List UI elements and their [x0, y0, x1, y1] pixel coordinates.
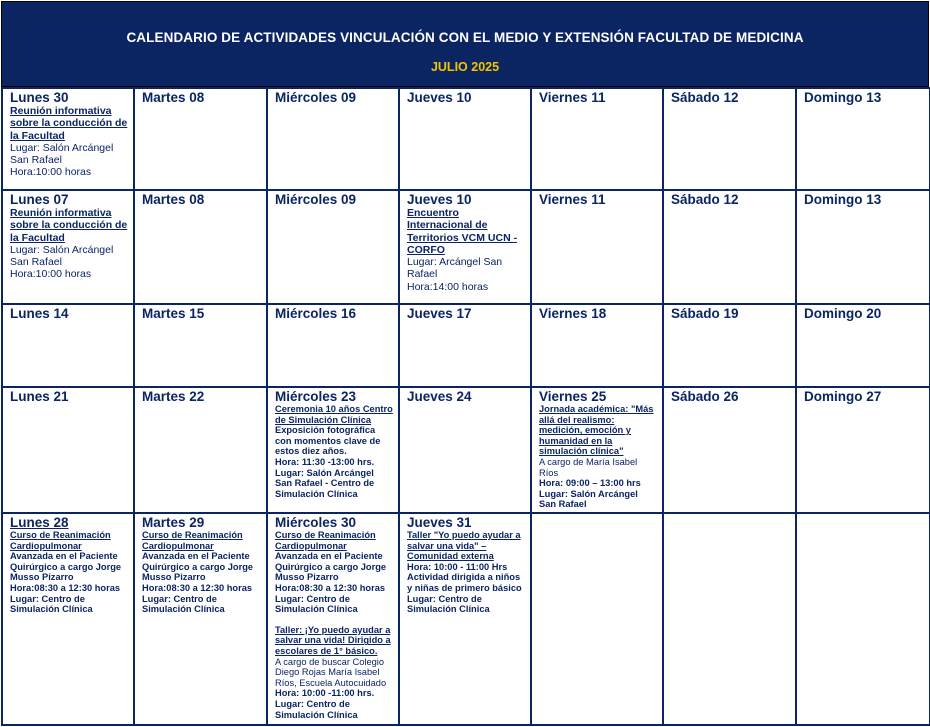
event-location: Lugar: Centro de Simulación Clínica	[142, 593, 225, 615]
day-label: Jueves 24	[407, 389, 472, 404]
event-time: Hora:14:00 horas	[407, 280, 489, 293]
day-cell	[796, 190, 930, 304]
event-description: Exposición fotográfica con momentos clave de estos diez años.	[275, 425, 381, 457]
day-label: Martes 08	[142, 90, 205, 105]
day-label: Sábado 12	[671, 192, 739, 207]
event-location: Lugar: Salón Arcángel San Rafael - Centro de Simulación Clínica	[275, 467, 375, 499]
event-location: Lugar: Salón Arcángel San Rafael	[10, 141, 114, 167]
event	[407, 530, 525, 615]
day-label: Lunes 28	[10, 515, 69, 530]
day-cell-empty	[531, 513, 663, 725]
event-time: Hora:08:30 a 12:30 horas	[142, 582, 253, 593]
day-cell	[267, 88, 399, 190]
day-cell	[399, 387, 531, 513]
day-label: Viernes 11	[539, 90, 606, 105]
event	[275, 530, 393, 720]
event	[539, 404, 657, 510]
event-title: Encuentro Internacional de Territorios VCM UCN - CORFO	[407, 207, 518, 256]
day-label: Miércoles 30	[275, 515, 357, 530]
day-cell	[796, 304, 930, 387]
event-speaker: A cargo de buscar Colegio Diego Rojas María Isabel Ríos, Escuela Autocuidado	[275, 656, 387, 688]
event-location: Lugar: Centro de Simulación Clínica	[275, 593, 358, 615]
event-description: Avanzada en el Paciente Quirúrgico a cargo Jorge Musso Pizarro	[10, 551, 122, 583]
day-cell	[267, 387, 399, 513]
event-time: Hora: 10:00 -11:00 hrs.	[275, 688, 375, 699]
day-cell	[663, 387, 796, 513]
event-location: Lugar: Centro de Simulación Clínica	[407, 593, 490, 615]
event	[10, 530, 128, 615]
event-description: Avanzada en el Paciente Quirúrgico a cargo Jorge Musso Pizarro	[275, 551, 387, 583]
calendar-grid	[1, 87, 930, 726]
event-title: Ceremonia 10 años Centro de Simulación Clínica	[275, 404, 393, 425]
event-description: Avanzada en el Paciente Quirúrgico a cargo Jorge Musso Pizarro	[142, 551, 254, 583]
calendar-month: JULIO 2025	[430, 60, 500, 74]
day-label: Martes 15	[142, 306, 205, 321]
day-label: Domingo 27	[804, 389, 882, 404]
day-label: Lunes 07	[10, 192, 69, 207]
day-cell	[2, 88, 134, 190]
event-time: Hora:08:30 a 12:30 horas	[275, 582, 386, 593]
event-title: Curso de Reanimación Cardiopulmonar	[275, 530, 376, 551]
day-label: Jueves 10	[407, 192, 472, 207]
day-label: Lunes 21	[10, 389, 69, 404]
event-speaker: A cargo de María Isabel Ríos	[539, 456, 638, 478]
day-label: Sábado 12	[671, 90, 739, 105]
calendar-title: CALENDARIO DE ACTIVIDADES VINCULACIÓN CON EL MEDIO Y EXTENSIÓN FACULTAD DE MEDICINA	[126, 30, 804, 45]
event-title: Taller: ¡Yo puedo ayudar a salvar una vida! Dirigido a escolares de 1° básico.	[275, 624, 391, 656]
event-time: Hora:10:00 horas	[10, 166, 92, 179]
day-cell	[663, 190, 796, 304]
event-location: Lugar: Centro de Simulación Clínica	[10, 593, 93, 615]
day-cell	[796, 88, 930, 190]
day-cell	[2, 513, 134, 725]
day-label: Lunes 14	[10, 306, 69, 321]
day-label: Jueves 17	[407, 306, 472, 321]
event	[10, 105, 128, 179]
day-label: Miércoles 09	[275, 90, 357, 105]
event-location: Lugar: Centro de Simulación Clínica	[275, 698, 358, 720]
event-time: Hora:10:00 horas	[10, 268, 92, 281]
day-cell	[663, 304, 796, 387]
week-row-4	[2, 387, 930, 513]
week-row-2	[2, 190, 930, 304]
day-cell	[267, 513, 399, 725]
day-label: Viernes 11	[539, 192, 606, 207]
event-title: Curso de Reanimación Cardiopulmonar	[142, 530, 243, 551]
day-cell	[663, 88, 796, 190]
day-label: Miércoles 09	[275, 192, 357, 207]
day-cell	[2, 387, 134, 513]
event	[275, 404, 393, 499]
day-cell	[531, 88, 663, 190]
event-title: Reunión informativa sobre la conducción de la Facultad	[10, 207, 128, 244]
day-label: Domingo 13	[804, 192, 882, 207]
day-label: Martes 22	[142, 389, 205, 404]
event-description: Actividad dirigida a niños y niñas de primero básico	[407, 572, 522, 593]
event-location: Lugar: Arcángel San Rafael	[407, 256, 503, 281]
day-label: Martes 08	[142, 192, 205, 207]
event	[142, 530, 261, 615]
event	[407, 207, 525, 293]
event-location: Lugar: Salón Arcángel San Rafael	[10, 243, 114, 269]
day-cell	[399, 88, 531, 190]
event	[10, 207, 128, 281]
day-label: Miércoles 16	[275, 306, 357, 321]
day-cell	[531, 304, 663, 387]
event-title: Reunión informativa sobre la conducción de la Facultad	[10, 105, 128, 142]
day-label: Viernes 25	[539, 389, 607, 404]
event-title: Taller "Yo puedo ayudar a salvar una vida" – Comunidad externa	[407, 530, 521, 562]
day-cell-empty	[663, 513, 796, 725]
day-cell	[531, 387, 663, 513]
day-cell	[2, 304, 134, 387]
day-cell	[796, 387, 930, 513]
week-row-1	[2, 88, 930, 190]
day-label: Sábado 19	[671, 306, 739, 321]
event-title: Curso de Reanimación Cardiopulmonar	[10, 530, 111, 551]
day-cell	[134, 88, 267, 190]
day-label: Viernes 18	[539, 306, 607, 321]
day-cell	[267, 190, 399, 304]
calendar-header	[1, 1, 929, 87]
event-title: Jornada académica: "Más allá del realismo: medición, emoción y humanidad en la simulación clínica"	[539, 404, 654, 457]
day-cell	[267, 304, 399, 387]
day-cell	[134, 190, 267, 304]
event-time: Hora: 10:00 - 11:00 Hrs	[407, 561, 508, 572]
event-location: Lugar: Salón Arcángel San Rafael	[539, 488, 638, 510]
day-cell	[134, 387, 267, 513]
day-cell	[531, 190, 663, 304]
event-time: Hora: 09:00 – 13:00 hrs	[539, 478, 641, 489]
event-time: Hora:08:30 a 12:30 horas	[10, 582, 121, 593]
day-label: Jueves 31	[407, 515, 472, 530]
day-label: Miércoles 23	[275, 389, 357, 404]
day-cell	[399, 513, 531, 725]
week-row-3	[2, 304, 930, 387]
day-cell	[134, 513, 267, 725]
day-label: Lunes 30	[10, 90, 69, 105]
week-row-5	[2, 513, 930, 725]
day-cell	[399, 190, 531, 304]
day-label: Domingo 20	[804, 306, 882, 321]
day-label: Jueves 10	[407, 90, 472, 105]
day-cell	[134, 304, 267, 387]
event-time: Hora: 11:30 -13:00 hrs.	[275, 456, 375, 467]
day-cell-empty	[796, 513, 930, 725]
day-label: Sábado 26	[671, 389, 739, 404]
day-label: Domingo 13	[804, 90, 882, 105]
day-cell	[2, 190, 134, 304]
day-label: Martes 29	[142, 515, 205, 530]
day-cell	[399, 304, 531, 387]
